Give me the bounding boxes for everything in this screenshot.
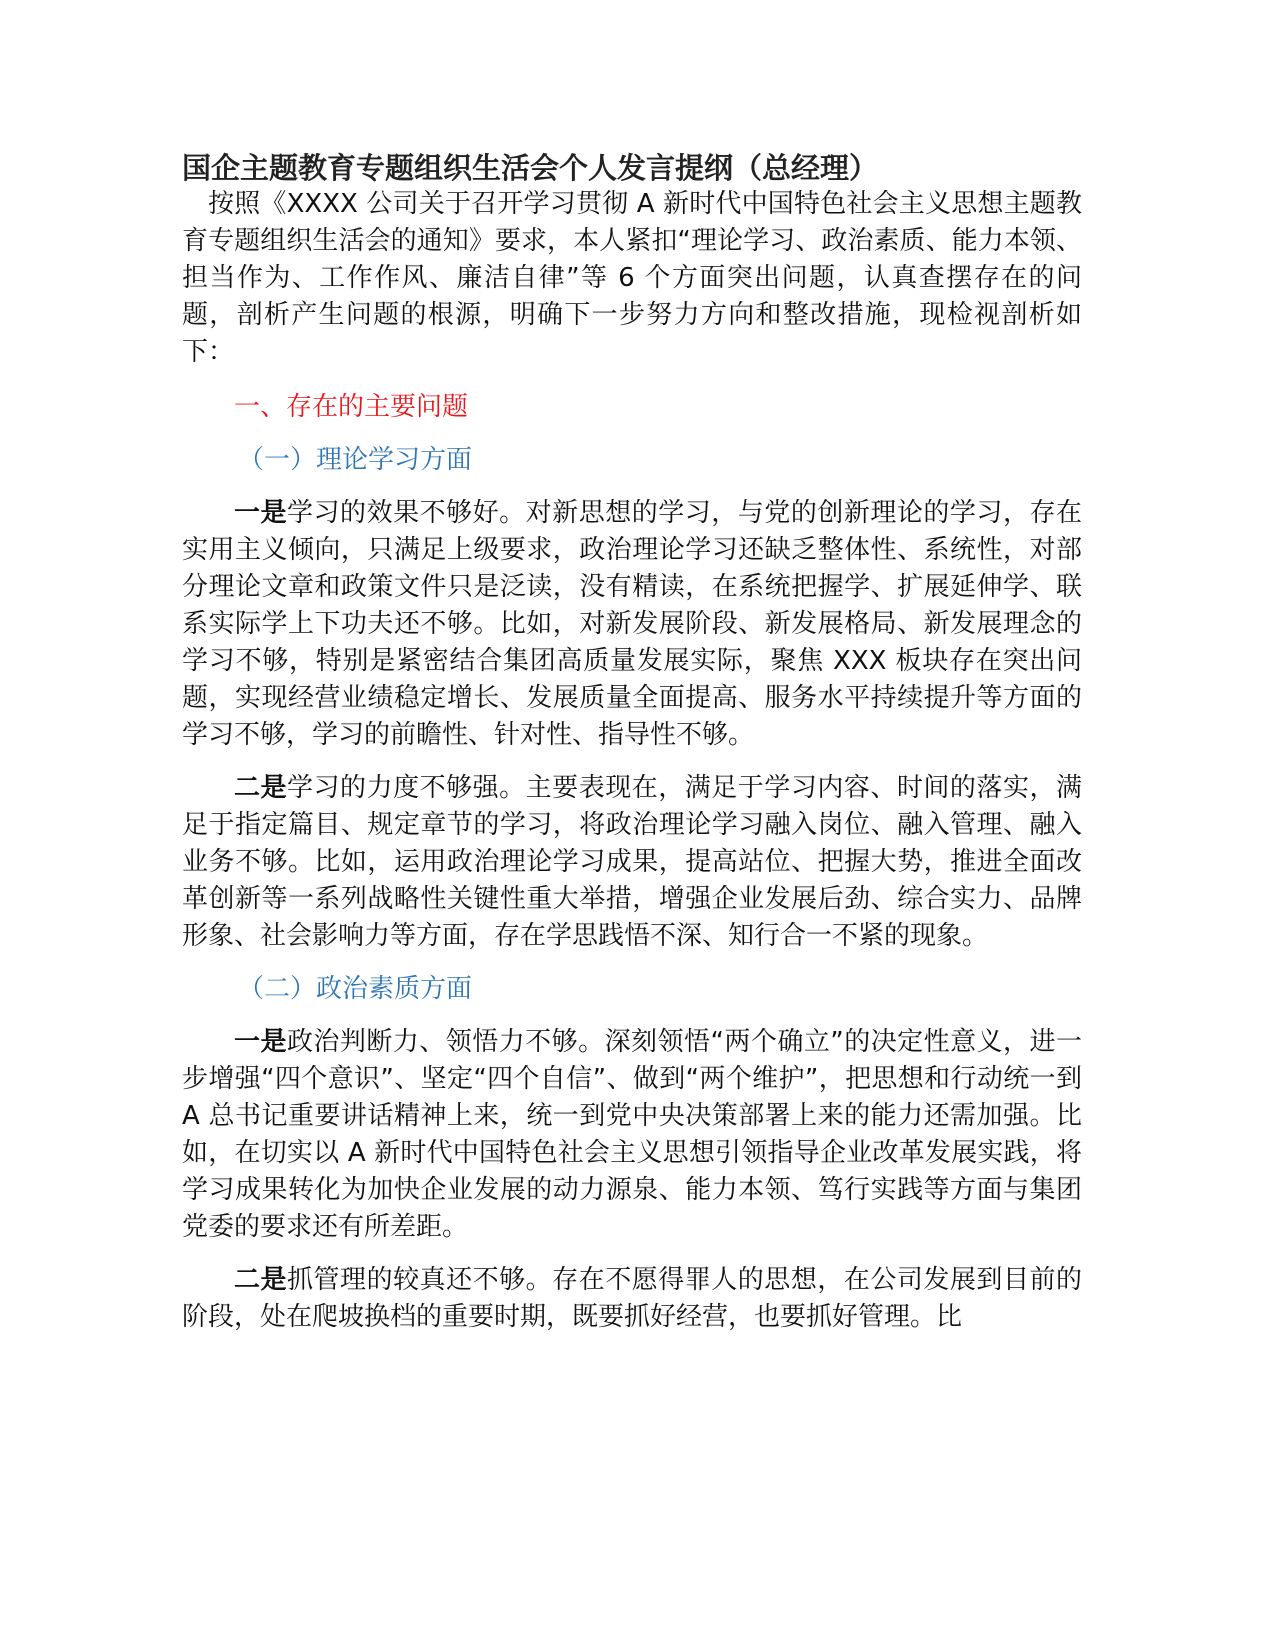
document-title: 国企主题教育专题组织生活会个人发言提纲（总经理） — [182, 151, 879, 185]
paragraph-text: 政治判断力、领悟力不够。深刻领悟“两个确立”的决定性意义，进一步增强“四个意识”、坚定“四个自信”、做到“两个维护”，把思想和行动统一到 A 总书记重要讲话精神上来，统一到党中央决策部署上来的能力还需加强。比如，在切实以 A 新时代中国特色社会主义思想引领指导企业改革发展实践，将学习成果转化为加快企业发展的动力源泉、能力本领、笃行实践等方面与集团党委的要求还有所差距。 — [182, 1027, 1082, 1242]
paragraph-lead: 二是 — [234, 773, 288, 803]
subsection-heading-political-quality: （二）政治素质方面 — [238, 974, 473, 1004]
paragraph-text: 学习的效果不够好。对新思想的学习，与党的创新理论的学习，存在实用主义倾向，只满足上级要求，政治理论学习还缺乏整体性、系统性，对部分理论文章和政策文件只是泛读，没有精读，在系统把握学、扩展延伸学、联系实际学上下功夫还不够。比如，对新发展阶段、新发展格局、新发展理念的学习不够，特别是紧密结合集团高质量发展实际，聚焦 XXX 板块存在突出问题，实现经营业绩稳定增长、发展质量全面提高、服务水平持续提升等方面的学习不够，学习的前瞻性、针对性、指导性不够。 — [182, 498, 1082, 750]
section-heading-main-problems: 一、存在的主要问题 — [234, 392, 469, 422]
paragraph-theory-study-1 — [182, 495, 1082, 754]
subsection-heading-theory-study: （一）理论学习方面 — [238, 445, 473, 475]
paragraph-political-quality-2 — [182, 1262, 1082, 1336]
intro-paragraph: 按照《XXXX 公司关于召开学习贯彻 A 新时代中国特色社会主义思想主题教育专题组织生活会的通知》要求，本人紧扣“理论学习、政治素质、能力本领、担当作为、工作作风、廉洁自律”等 6 个方面突出问题，认真查摆存在的问题，剖析产生问题的根源，明确下一步努力方向和整改措施，现检视剖析如下： — [182, 189, 1082, 367]
paragraph-text: 抓管理的较真还不够。存在不愿得罪人的思想，在公司发展到目前的阶段，处在爬坡换档的重要时期，既要抓好经营，也要抓好管理。比 — [182, 1265, 1082, 1332]
paragraph-text: 学习的力度不够强。主要表现在，满足于学习内容、时间的落实，满足于指定篇目、规定章节的学习，将政治理论学习融入岗位、融入管理、融入业务不够。比如，运用政治理论学习成果，提高站位、把握大势，推进全面改革创新等一系列战略性关键性重大举措，增强企业发展后劲、综合实力、品牌形象、社会影响力等方面，存在学思践悟不深、知行合一不紧的现象。 — [182, 773, 1082, 951]
paragraph-lead: 二是 — [234, 1265, 288, 1295]
paragraph-theory-study-2 — [182, 770, 1082, 955]
paragraph-political-quality-1 — [182, 1024, 1082, 1246]
document-page — [182, 150, 1082, 1352]
paragraph-lead: 一是 — [234, 498, 288, 528]
paragraph-lead: 一是 — [234, 1027, 287, 1057]
